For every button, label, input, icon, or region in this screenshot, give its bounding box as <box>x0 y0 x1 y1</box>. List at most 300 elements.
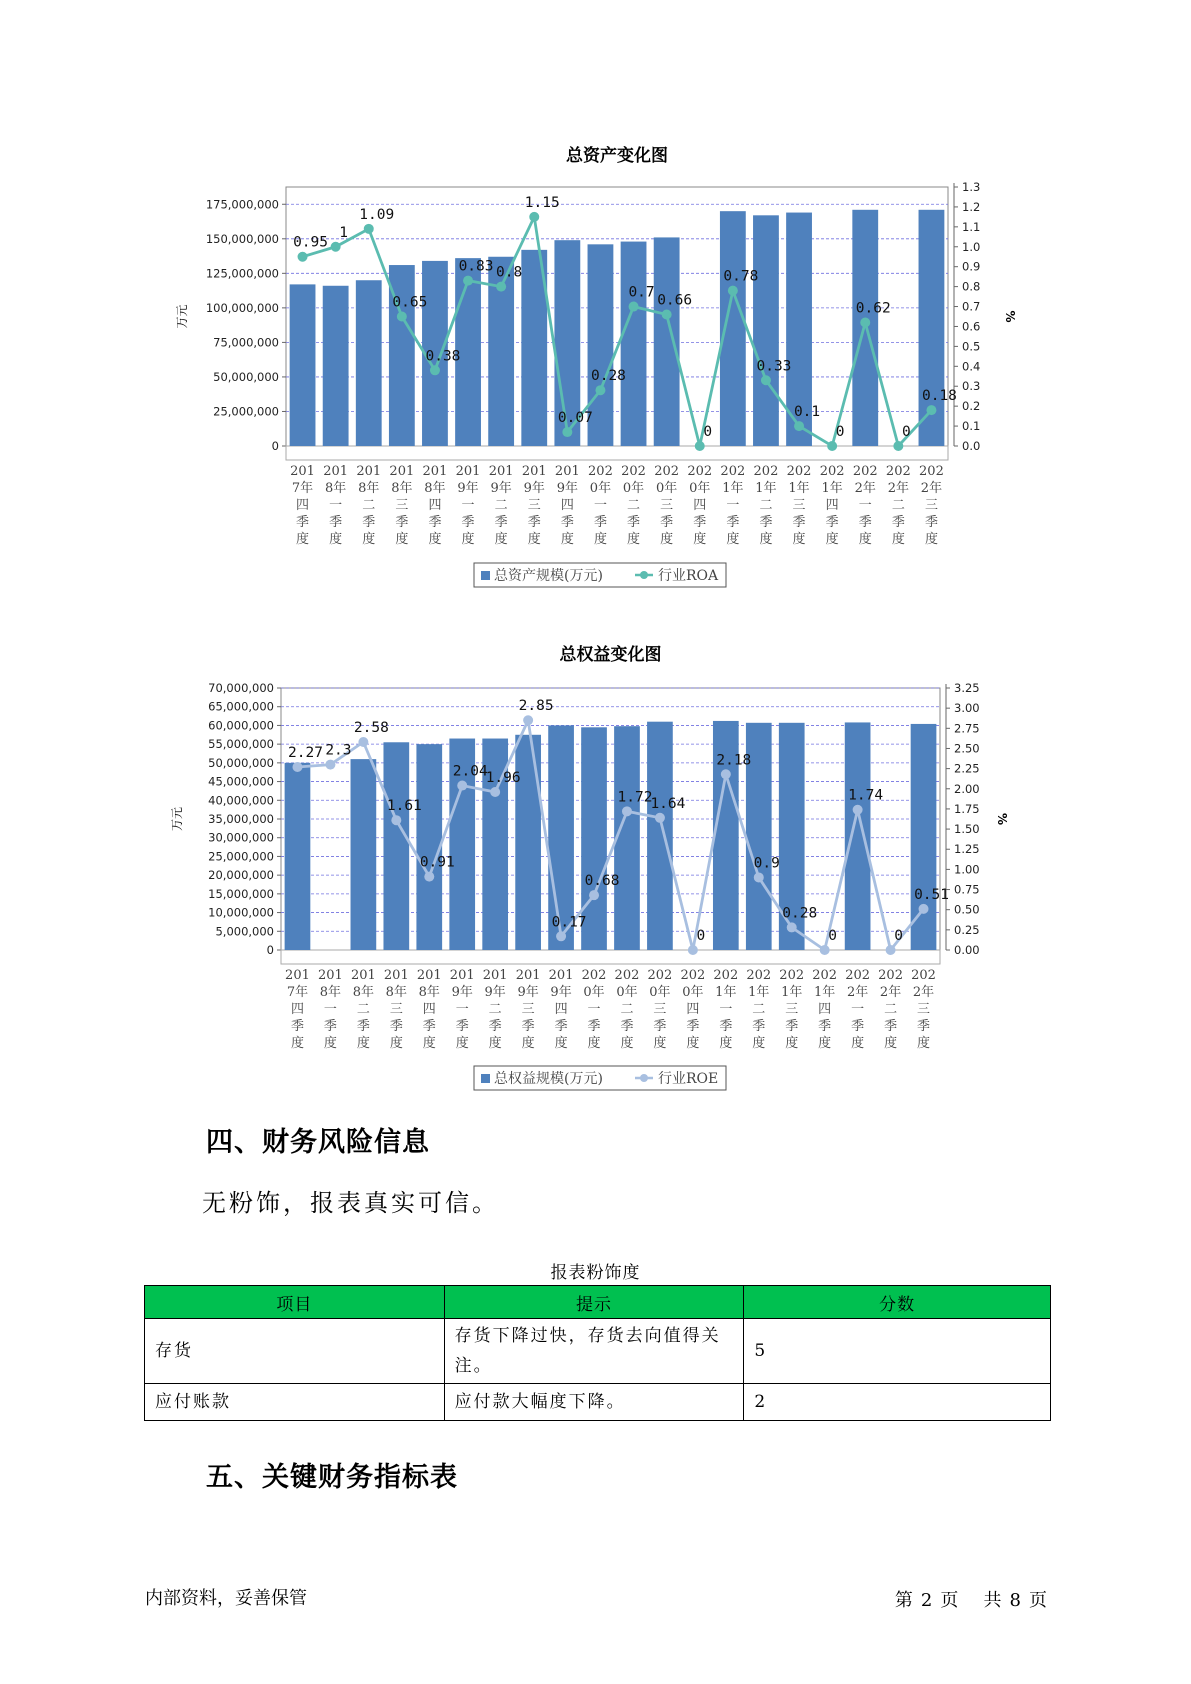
chart-title: 总权益变化图 <box>559 645 662 665</box>
line-point <box>820 945 830 955</box>
x-tick-label: 度 <box>851 1036 865 1051</box>
x-tick-label: 8年 <box>319 985 342 1000</box>
data-label: 2.04 <box>452 763 488 780</box>
x-tick-label: 度 <box>422 1036 436 1051</box>
data-label: 0.33 <box>756 358 792 375</box>
y2-tick-label: 0.0 <box>962 439 981 453</box>
data-label: 2.18 <box>716 752 752 769</box>
x-tick-label: 一 <box>323 1002 337 1017</box>
x-tick-label: 201 <box>290 464 315 479</box>
x-tick-label: 四 <box>560 498 574 513</box>
x-tick-label: 0年 <box>589 481 612 496</box>
x-tick-label: 7年 <box>286 985 309 1000</box>
y2-axis-label: % <box>1003 310 1017 323</box>
x-tick-label: 一 <box>461 498 475 513</box>
header-hint: 提示 <box>444 1286 744 1319</box>
x-tick-label: 201 <box>350 968 376 983</box>
x-tick-label: 202 <box>911 968 936 983</box>
y2-tick-label: 0.5 <box>962 339 981 354</box>
x-tick-label: 季 <box>752 1019 766 1034</box>
x-tick-label: 季 <box>455 1019 469 1034</box>
x-tick-label: 季 <box>488 1019 502 1034</box>
x-tick-label: 202 <box>819 464 845 479</box>
x-tick-label: 9年 <box>523 481 545 496</box>
bar <box>614 726 640 950</box>
y-tick-label: 50,000,000 <box>208 755 274 770</box>
x-tick-label: 202 <box>621 464 646 479</box>
data-label: 0.28 <box>782 905 818 922</box>
line-point <box>886 945 896 955</box>
x-tick-label: 四 <box>422 1002 436 1017</box>
data-label: 0 <box>894 928 903 944</box>
table-header-row <box>145 1286 1051 1319</box>
data-label: 0.62 <box>855 300 891 317</box>
data-label: 0.91 <box>419 854 455 871</box>
y2-tick-label: 0.3 <box>962 379 981 394</box>
x-tick-label: 度 <box>554 1036 568 1051</box>
x-tick-label: 202 <box>614 968 640 983</box>
x-tick-label: 四 <box>428 498 442 513</box>
y2-tick-label: 2.50 <box>954 741 980 756</box>
x-tick-label: 2年 <box>912 985 935 1000</box>
x-tick-label: 度 <box>653 1036 667 1051</box>
y2-tick-label: 0.1 <box>962 419 981 434</box>
x-tick-label: 202 <box>746 968 772 983</box>
x-tick-label: 8年 <box>358 481 380 496</box>
y2-tick-label: 0.4 <box>962 359 981 374</box>
y2-tick-label: 1.2 <box>962 199 981 214</box>
x-tick-label: 0年 <box>583 985 605 1000</box>
x-tick-label: 度 <box>726 532 740 547</box>
y-tick-label: 20,000,000 <box>208 868 274 883</box>
x-tick-label: 度 <box>693 532 707 547</box>
bar <box>383 742 409 950</box>
y2-tick-label: 1.00 <box>954 862 980 877</box>
x-tick-label: 二 <box>884 1002 898 1017</box>
y-tick-label: 125,000,000 <box>205 266 279 281</box>
data-label: 0.51 <box>914 886 949 903</box>
x-tick-label: 度 <box>891 532 905 547</box>
data-label: 0.18 <box>921 388 957 405</box>
x-tick-label: 201 <box>482 968 508 983</box>
x-tick-label: 0年 <box>656 481 678 496</box>
x-tick-label: 202 <box>786 464 812 479</box>
row-item: 应付账款 <box>145 1384 445 1421</box>
data-label: 0 <box>835 424 845 440</box>
x-tick-label: 9年 <box>484 985 506 1000</box>
x-tick-label: 8年 <box>352 985 375 1000</box>
x-tick-label: 1年 <box>715 985 737 1000</box>
x-tick-label: 202 <box>852 464 878 479</box>
data-label: 0.07 <box>557 410 593 427</box>
bar <box>647 722 673 950</box>
x-tick-label: 度 <box>593 532 607 547</box>
x-tick-label: 1年 <box>748 985 770 1000</box>
x-tick-label: 9年 <box>556 481 578 496</box>
x-tick-label: 度 <box>884 1036 898 1051</box>
data-label: 2.27 <box>288 745 323 762</box>
x-tick-label: 二 <box>759 498 773 513</box>
x-tick-label: 202 <box>753 464 779 479</box>
x-tick-label: 度 <box>329 532 343 547</box>
total-label-post: 页 <box>1029 1590 1047 1611</box>
x-tick-label: 季 <box>917 1019 931 1034</box>
x-tick-label: 季 <box>494 515 508 530</box>
x-tick-label: 一 <box>851 1002 865 1017</box>
chart-title: 总资产变化图 <box>566 146 668 166</box>
x-tick-label: 度 <box>792 532 806 547</box>
x-tick-label: 季 <box>422 1019 436 1034</box>
x-tick-label: 季 <box>554 1019 568 1034</box>
x-tick-label: 9年 <box>457 481 479 496</box>
page-label-pre: 第 <box>894 1590 913 1611</box>
x-tick-label: 度 <box>785 1036 799 1051</box>
x-tick-label: 2年 <box>846 985 869 1000</box>
x-tick-label: 一 <box>726 498 740 513</box>
x-tick-label: 季 <box>389 1019 403 1034</box>
table-row <box>145 1319 1051 1384</box>
x-tick-label: 季 <box>660 515 674 530</box>
x-tick-label: 201 <box>356 464 382 479</box>
total-pages: 8 <box>1009 1590 1021 1611</box>
x-tick-label: 度 <box>362 532 376 547</box>
x-tick-label: 201 <box>389 464 415 479</box>
y2-tick-label: 0.6 <box>962 319 981 334</box>
x-tick-label: 二 <box>620 1002 634 1017</box>
x-tick-label: 度 <box>494 532 508 547</box>
x-tick-label: 8年 <box>385 985 407 1000</box>
table-caption: 报表粉饰度 <box>550 1263 641 1283</box>
x-tick-label: 202 <box>680 968 706 983</box>
x-tick-label: 季 <box>719 1019 733 1034</box>
legend-line-label: 行业ROA <box>658 568 719 584</box>
x-tick-label: 一 <box>329 498 343 513</box>
x-tick-label: 0年 <box>616 985 638 1000</box>
data-label: 0 <box>901 424 911 440</box>
y-tick-label: 100,000,000 <box>205 300 279 315</box>
y-axis-label: 万元 <box>170 806 184 832</box>
y2-tick-label: 2.75 <box>954 721 980 736</box>
x-tick-label: 一 <box>587 1002 601 1017</box>
bar <box>911 724 937 950</box>
x-tick-label: 三 <box>521 1002 535 1017</box>
x-tick-label: 度 <box>389 1036 403 1051</box>
row-score: 2 <box>744 1384 1051 1421</box>
x-tick-label: 度 <box>560 532 574 547</box>
x-tick-label: 1年 <box>788 481 810 496</box>
data-label: 0 <box>828 928 838 944</box>
x-tick-label: 202 <box>720 464 746 479</box>
x-tick-label: 9年 <box>550 985 572 1000</box>
data-label: 0.9 <box>753 855 780 872</box>
x-axis-band <box>281 950 940 964</box>
line-point <box>853 805 863 815</box>
x-tick-label: 季 <box>461 515 475 530</box>
x-tick-label: 201 <box>323 464 349 479</box>
x-tick-label: 201 <box>318 968 343 983</box>
x-tick-label: 度 <box>323 1036 337 1051</box>
x-tick-label: 9年 <box>517 985 539 1000</box>
x-tick-label: 季 <box>858 515 872 530</box>
x-tick-label: 季 <box>785 1019 799 1034</box>
row-score: 5 <box>744 1319 1051 1384</box>
x-tick-label: 202 <box>919 464 944 479</box>
x-tick-label: 201 <box>416 968 442 983</box>
data-label: 0.83 <box>458 258 494 275</box>
x-tick-label: 一 <box>719 1002 733 1017</box>
x-tick-label: 季 <box>521 1019 535 1034</box>
x-tick-label: 7年 <box>291 481 314 496</box>
line-point <box>358 737 368 747</box>
x-tick-label: 度 <box>620 1036 634 1051</box>
x-tick-label: 三 <box>924 498 938 513</box>
x-tick-label: 二 <box>362 498 376 513</box>
x-tick-label: 三 <box>527 498 541 513</box>
data-label: 0.17 <box>551 914 587 931</box>
line-point <box>589 890 599 900</box>
footer-page-info <box>891 1586 1051 1612</box>
data-label: 1.64 <box>650 795 686 812</box>
x-tick-label: 度 <box>924 532 938 547</box>
y2-tick-label: 0.50 <box>954 902 980 917</box>
x-tick-label: 季 <box>428 515 442 530</box>
x-tick-label: 季 <box>884 1019 898 1034</box>
x-tick-label: 2年 <box>879 985 902 1000</box>
x-tick-label: 季 <box>290 1019 304 1034</box>
line-point <box>721 769 731 779</box>
y2-tick-label: 1.75 <box>954 801 980 816</box>
y-tick-label: 25,000,000 <box>208 849 274 864</box>
bar <box>515 735 541 950</box>
data-label: 0 <box>703 424 713 440</box>
data-label: 0.78 <box>723 268 759 285</box>
x-tick-label: 度 <box>587 1036 601 1051</box>
x-tick-label: 三 <box>660 498 674 513</box>
x-tick-label: 202 <box>713 968 739 983</box>
page-label-mid: 页 <box>940 1590 959 1611</box>
data-label: 0.38 <box>425 348 461 365</box>
x-tick-label: 202 <box>654 464 680 479</box>
x-tick-label: 0年 <box>682 985 704 1000</box>
x-tick-label: 201 <box>488 464 514 479</box>
line-point <box>523 715 533 725</box>
x-tick-label: 季 <box>560 515 574 530</box>
y2-tick-label: 0.75 <box>954 882 980 897</box>
x-tick-label: 202 <box>588 464 613 479</box>
x-tick-label: 9年 <box>490 481 512 496</box>
y2-tick-label: 0.25 <box>954 922 980 937</box>
x-tick-label: 201 <box>422 464 448 479</box>
x-tick-label: 三 <box>389 1002 403 1017</box>
x-tick-label: 0年 <box>649 985 671 1000</box>
x-tick-label: 1年 <box>814 985 836 1000</box>
x-tick-label: 8年 <box>391 481 413 496</box>
bar <box>351 759 377 950</box>
y-tick-label: 45,000,000 <box>208 774 274 789</box>
line-point <box>556 931 566 941</box>
y-tick-label: 70,000,000 <box>208 681 274 695</box>
x-tick-label: 度 <box>917 1036 931 1051</box>
legend-bar-label: 总权益规模(万元) <box>494 1071 603 1087</box>
x-tick-label: 季 <box>924 515 938 530</box>
x-tick-label: 202 <box>779 968 805 983</box>
line-point <box>655 813 665 823</box>
data-label: 0.68 <box>584 873 620 890</box>
x-tick-label: 一 <box>593 498 607 513</box>
data-label: 1.61 <box>386 798 422 815</box>
x-tick-label: 201 <box>449 968 475 983</box>
x-tick-label: 度 <box>461 532 475 547</box>
y-tick-label: 60,000,000 <box>208 718 274 733</box>
x-tick-label: 二 <box>488 1002 502 1017</box>
x-tick-label: 季 <box>362 515 376 530</box>
y-tick-label: 65,000,000 <box>208 699 274 714</box>
x-tick-label: 一 <box>455 1002 469 1017</box>
y-tick-label: 40,000,000 <box>208 793 274 808</box>
risk-summary-text: 无粉饰，报表真实可信。 <box>202 1189 499 1217</box>
x-tick-label: 度 <box>759 532 773 547</box>
data-label: 0.1 <box>793 404 821 421</box>
x-tick-label: 202 <box>885 464 911 479</box>
data-label: 1.72 <box>617 789 653 806</box>
x-tick-label: 度 <box>290 1036 304 1051</box>
x-tick-label: 季 <box>620 1019 634 1034</box>
x-tick-label: 度 <box>395 532 409 547</box>
x-tick-label: 季 <box>825 515 839 530</box>
data-label: 1 <box>339 224 349 241</box>
x-tick-label: 度 <box>818 1036 832 1051</box>
x-tick-label: 度 <box>488 1036 502 1051</box>
legend-line-marker <box>640 1074 648 1082</box>
x-tick-label: 度 <box>527 532 541 547</box>
x-tick-label: 四 <box>554 1002 568 1017</box>
x-tick-label: 度 <box>752 1036 766 1051</box>
x-tick-label: 季 <box>818 1019 832 1034</box>
bar <box>845 722 871 950</box>
data-label: 0.95 <box>293 234 329 251</box>
x-tick-label: 1年 <box>722 481 744 496</box>
y-tick-label: 50,000,000 <box>213 369 279 384</box>
y-tick-label: 0 <box>271 439 279 453</box>
y2-tick-label: 1.0 <box>962 239 981 254</box>
x-tick-label: 201 <box>548 968 574 983</box>
y-tick-label: 35,000,000 <box>208 812 274 826</box>
x-tick-label: 三 <box>395 498 409 513</box>
x-tick-label: 度 <box>428 532 442 547</box>
x-tick-label: 季 <box>329 515 343 530</box>
y2-tick-label: 3.25 <box>954 681 980 695</box>
data-label: 2.3 <box>325 742 352 759</box>
data-label: 1.15 <box>524 194 560 211</box>
x-tick-label: 季 <box>891 515 905 530</box>
x-tick-label: 四 <box>686 1002 700 1017</box>
page-number: 2 <box>920 1590 933 1611</box>
y-tick-label: 25,000,000 <box>213 404 279 419</box>
x-tick-label: 季 <box>296 515 310 530</box>
data-label: 0.7 <box>628 284 655 301</box>
table-row <box>145 1384 1051 1421</box>
x-tick-label: 季 <box>653 1019 667 1034</box>
x-tick-label: 二 <box>494 498 508 513</box>
x-tick-label: 度 <box>825 532 839 547</box>
x-tick-label: 二 <box>752 1002 766 1017</box>
y2-tick-label: 1.25 <box>954 842 980 857</box>
data-label: 0.28 <box>590 368 626 385</box>
legend-bar-label: 总资产规模(万元) <box>494 568 603 584</box>
y2-tick-label: 2.00 <box>954 781 980 796</box>
y2-tick-label: 0.8 <box>962 279 981 294</box>
y-tick-label: 15,000,000 <box>208 886 274 901</box>
x-tick-label: 202 <box>687 464 713 479</box>
x-tick-label: 9年 <box>451 985 473 1000</box>
y-tick-label: 0 <box>266 943 274 957</box>
line-point <box>688 945 698 955</box>
x-tick-label: 四 <box>296 498 310 513</box>
x-tick-label: 2年 <box>920 481 943 496</box>
x-tick-label: 2年 <box>854 481 876 496</box>
data-label: 0 <box>696 928 706 944</box>
line-point <box>292 762 302 772</box>
row-hint: 存货下降过快，存货去向值得关注。 <box>444 1319 744 1384</box>
header-score: 分数 <box>744 1286 1051 1319</box>
x-tick-label: 201 <box>383 968 409 983</box>
data-label: 0.66 <box>657 292 693 309</box>
x-tick-label: 202 <box>878 968 903 983</box>
y-tick-label: 10,000,000 <box>208 905 274 920</box>
x-tick-label: 一 <box>858 498 872 513</box>
x-tick-label: 0年 <box>622 481 645 496</box>
x-tick-label: 二 <box>356 1002 370 1017</box>
y-tick-label: 55,000,000 <box>208 737 274 752</box>
x-tick-label: 四 <box>825 498 839 513</box>
x-tick-label: 度 <box>660 532 674 547</box>
y-tick-label: 175,000,000 <box>205 197 279 212</box>
y-axis-label: 万元 <box>175 304 189 329</box>
data-label: 0.8 <box>496 264 523 281</box>
y2-tick-label: 0.2 <box>962 399 981 414</box>
x-tick-label: 三 <box>785 1002 799 1017</box>
x-tick-label: 度 <box>521 1036 535 1051</box>
line-point <box>424 872 434 882</box>
line-point <box>457 781 467 791</box>
x-tick-label: 202 <box>647 968 673 983</box>
y-tick-label: 30,000,000 <box>208 830 274 845</box>
section-4-heading: 四、财务风险信息 <box>206 1127 430 1158</box>
x-tick-label: 季 <box>792 515 806 530</box>
y2-tick-label: 0.7 <box>962 299 981 314</box>
x-tick-label: 1年 <box>755 481 777 496</box>
legend-line-label: 行业ROE <box>658 1071 719 1087</box>
y2-axis-label: % <box>995 812 1009 826</box>
x-tick-label: 二 <box>891 498 905 513</box>
bar <box>416 744 442 950</box>
x-tick-label: 8年 <box>418 985 440 1000</box>
x-tick-label: 202 <box>581 968 607 983</box>
y2-tick-label: 1.1 <box>962 219 981 234</box>
x-tick-label: 202 <box>812 968 838 983</box>
risk-table <box>144 1285 1051 1421</box>
header-item: 项目 <box>145 1286 445 1319</box>
x-tick-label: 201 <box>285 968 310 983</box>
x-tick-label: 季 <box>851 1019 865 1034</box>
line-point <box>391 815 401 825</box>
data-label: 1.96 <box>485 769 521 786</box>
data-label: 1.74 <box>848 787 884 804</box>
row-item: 存货 <box>145 1319 445 1384</box>
y-tick-label: 5,000,000 <box>215 924 274 939</box>
x-tick-label: 201 <box>521 464 547 479</box>
y2-tick-label: 0.00 <box>954 943 980 957</box>
